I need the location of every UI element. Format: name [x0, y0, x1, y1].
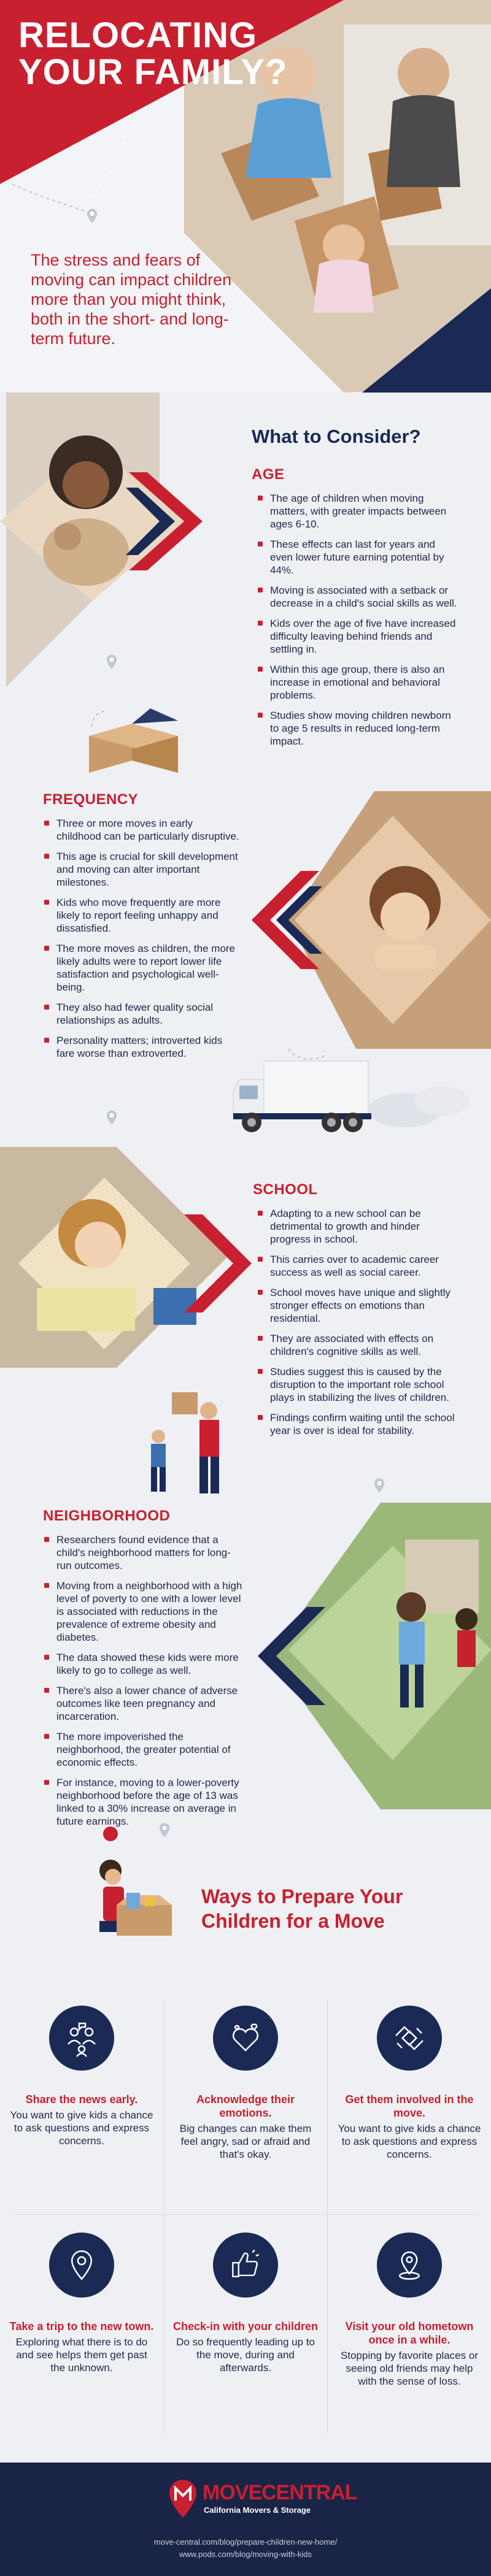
- frequency-bullet: Three or more moves in early childhood can be particularly disruptive.: [43, 817, 239, 843]
- way-item: [172, 2006, 319, 2161]
- way-text: Do so frequently leading up to the move, during and afterwards.: [176, 2336, 315, 2374]
- frequency-bullet: Personality matters; introverted kids fare worse than extroverted.: [43, 1034, 239, 1060]
- map-pin-icon: [49, 2233, 114, 2298]
- way-text: Exploring what there is to do and see helps them get past the unknown.: [15, 2336, 148, 2374]
- way-item: [336, 2006, 483, 2161]
- school-bullet: Findings confirm waiting until the school year is over is ideal for stability.: [257, 1411, 459, 1437]
- divider: [12, 2214, 479, 2215]
- neighborhood-bullet: The data showed these kids were more likely to go to college as well.: [43, 1651, 246, 1677]
- location-icon: [377, 2233, 442, 2298]
- age-bullet: These effects can last for years and even lower future earning potential by 44%.: [257, 538, 459, 577]
- way-item: [336, 2233, 483, 2388]
- footer: [0, 2463, 491, 2576]
- neighborhood-bullet: Researchers found evidence that a child's neighborhood matters for long-run outcomes.: [43, 1533, 246, 1572]
- map-pin-icon: [371, 1477, 388, 1494]
- way-title: Check-in with your children: [172, 2320, 319, 2333]
- age-bullets: [257, 492, 459, 755]
- frequency-bullet: They also had fewer quality social relationships as adults.: [43, 1001, 239, 1027]
- age-section: [0, 393, 491, 791]
- hero-section: [0, 0, 491, 393]
- way-text: Big changes can make them feel angry, sad or afraid and that's okay.: [179, 2123, 312, 2160]
- frequency-title: FREQUENCY: [43, 791, 139, 808]
- movecentral-logo-icon: [167, 2478, 199, 2519]
- map-pin-icon: [103, 1109, 120, 1126]
- footer-brand: MOVECENTRAL: [203, 2481, 357, 2504]
- divider: [327, 1999, 328, 2435]
- hands-together-icon: [377, 2006, 442, 2071]
- way-title: Share the news early.: [25, 2093, 138, 2106]
- footer-tagline: California Movers & Storage: [204, 2505, 311, 2515]
- consider-heading: What to Consider?: [252, 426, 421, 447]
- school-bullet: School moves have unique and slightly stronger effects on emotions than residential.: [257, 1286, 459, 1325]
- school-bullets: [257, 1207, 459, 1444]
- source-link-2[interactable]: www.pods.com/blog/moving-with-kids: [179, 2550, 312, 2559]
- ways-heading: [201, 1884, 403, 1933]
- way-title: Get them involved in the move.: [345, 2093, 474, 2119]
- girl-packing-illustration: [68, 1846, 190, 1969]
- divider: [163, 1999, 164, 2435]
- age-title: AGE: [252, 466, 285, 483]
- way-title: Acknowledge their emotions.: [196, 2093, 295, 2119]
- frequency-bullets: [43, 817, 239, 1067]
- age-bullet: Kids over the age of five have increased difficulty leaving behind friends and settling in.: [257, 617, 459, 656]
- age-bullet: Studies show moving children newborn to age 5 results in reduced long-term impact.: [257, 709, 459, 748]
- school-section: [0, 1147, 491, 1503]
- neighborhood-bullet: For instance, moving to a lower-poverty neighborhood before the age of 13 was linked to a 30% increase on average in future earnings.: [43, 1776, 246, 1828]
- frequency-bullet: This age is crucial for skill development and moving can alter important milestones.: [43, 850, 239, 889]
- neighborhood-bullets: [43, 1533, 246, 1835]
- school-bullet: Adapting to a new school can be detrimental to growth and hinder progress in school.: [257, 1207, 459, 1246]
- thumbs-up-icon: [213, 2233, 278, 2298]
- way-title: Visit your old hometown once in a while.: [345, 2320, 474, 2346]
- way-item: [172, 2233, 319, 2374]
- frequency-bullet: The more moves as children, the more likely adults were to report lower life satisfaction and psychological well-being.: [43, 942, 239, 994]
- age-bullet: The age of children when moving matters, with greater impacts between ages 6-10.: [257, 492, 459, 531]
- way-text: You want to give kids a chance to ask questions and express concerns.: [10, 2109, 153, 2147]
- neighborhood-bullet: Moving from a neighborhood with a high level of poverty to one with a lower level is associated with reductions in the prevalence of extreme obesity and diabetes.: [43, 1579, 246, 1644]
- age-bullet: Within this age group, there is also an increase in emotional and behavioral problems.: [257, 663, 459, 702]
- ways-header: [0, 1846, 491, 1975]
- ways-heading-line2: Children for a Move: [201, 1910, 385, 1932]
- school-bullet: This carries over to academic career success as well as social career.: [257, 1253, 459, 1279]
- neighborhood-title: NEIGHBORHOOD: [43, 1508, 171, 1524]
- hearts-icon: [213, 2006, 278, 2071]
- source-link-1[interactable]: move-central.com/blog/prepare-children-new-home/: [153, 2537, 338, 2547]
- school-title: SCHOOL: [253, 1181, 318, 1198]
- ways-grid: [0, 1987, 491, 2459]
- neighborhood-bullet: There's also a lower chance of adverse outcomes like teen pregnancy and incarceration.: [43, 1684, 246, 1723]
- way-text: Stopping by favorite places or seeing old friends may help with the sense of loss.: [341, 2350, 478, 2387]
- way-item: [8, 2233, 155, 2374]
- frequency-section: [0, 791, 491, 1147]
- neighborhood-bullet: The more impoverished the neighborhood, the greater potential of economic effects.: [43, 1730, 246, 1769]
- way-item: [8, 2006, 155, 2147]
- people-talk-icon: [49, 2006, 114, 2071]
- neighborhood-section: [0, 1503, 491, 1846]
- age-bullet: Moving is associated with a setback or decrease in a child's social skills as well.: [257, 584, 459, 610]
- hero-title: [18, 17, 287, 91]
- hero-intro: The stress and fears of moving can impact children more than you might think, both in the short- and long-term future.: [31, 251, 232, 348]
- way-text: You want to give kids a chance to ask questions and express concerns.: [338, 2123, 481, 2160]
- way-title: Take a trip to the new town.: [9, 2320, 154, 2333]
- hero-title-line2: YOUR FAMILY?: [18, 52, 288, 92]
- frequency-bullet: Kids who move frequently are more likely to report feeling unhappy and dissatisfied.: [43, 896, 239, 935]
- map-pin-icon: [83, 207, 101, 224]
- school-bullet: Studies suggest this is caused by the disruption to the important role school plays in stabilizing the lives of children.: [257, 1365, 459, 1404]
- school-bullet: They are associated with effects on children's cognitive skills as well.: [257, 1332, 459, 1358]
- ways-heading-line1: Ways to Prepare Your: [201, 1885, 403, 1907]
- map-pin-icon: [103, 653, 120, 670]
- hero-title-line1: RELOCATING: [18, 15, 258, 55]
